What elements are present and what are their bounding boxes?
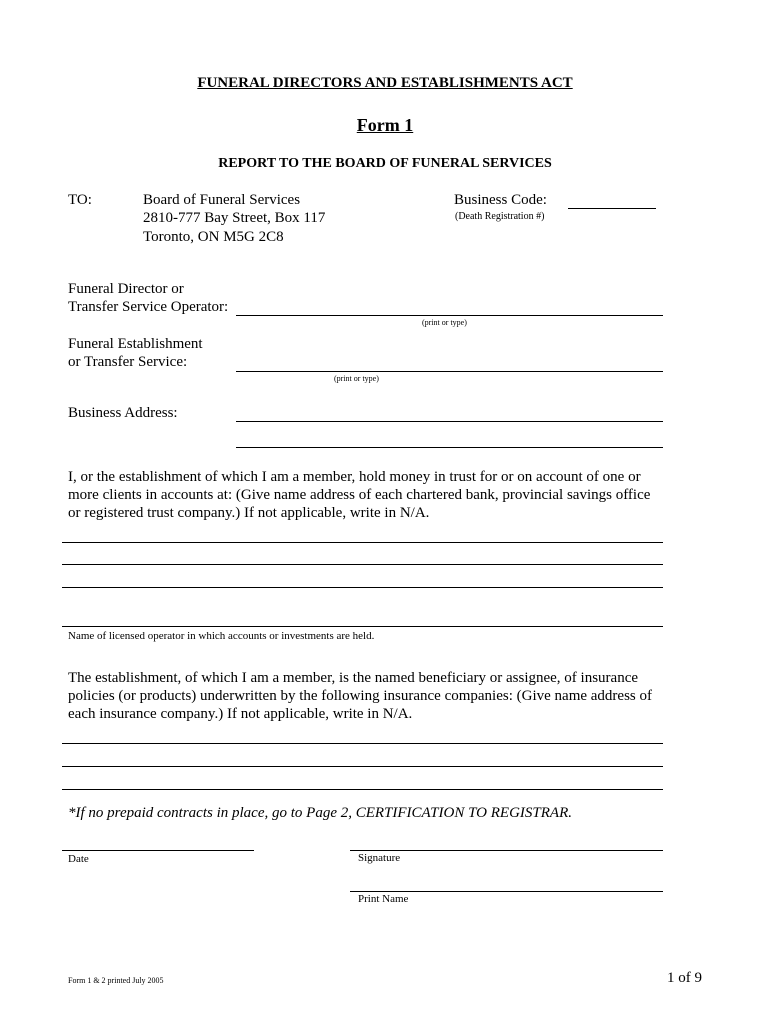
insurance-answer-line[interactable]	[62, 766, 663, 767]
director-field[interactable]	[236, 297, 663, 316]
establishment-label-line1: Funeral Establishment	[68, 336, 203, 352]
address-field-line1[interactable]	[236, 403, 663, 422]
trust-answer-line[interactable]	[62, 564, 663, 565]
trust-text-line1: I, or the establishment of which I am a member, hold money in trust for or on account of one or	[68, 469, 641, 485]
business-code-note: (Death Registration #)	[455, 211, 545, 222]
establishment-label-line2: or Transfer Service:	[68, 354, 188, 370]
signature-line[interactable]	[350, 850, 663, 851]
to-label: TO:	[68, 192, 92, 208]
director-label-line2: Transfer Service Operator:	[68, 299, 229, 315]
act-title: FUNERAL DIRECTORS AND ESTABLISHMENTS ACT	[197, 75, 573, 91]
report-title: REPORT TO THE BOARD OF FUNERAL SERVICES	[218, 156, 552, 171]
print-name-line[interactable]	[350, 891, 663, 892]
insurance-answer-line[interactable]	[62, 789, 663, 790]
business-code-field[interactable]	[568, 190, 656, 209]
recipient-address-line1: 2810-777 Bay Street, Box 117	[143, 210, 326, 226]
trust-answer-line[interactable]	[62, 542, 663, 543]
director-hint: (print or type)	[422, 318, 467, 327]
trust-caption: Name of licensed operator in which accounts or investments are held.	[68, 630, 375, 642]
trust-text-line3: or registered trust company.) If not applicable, write in N/A.	[68, 505, 430, 521]
establishment-field[interactable]	[236, 353, 663, 372]
printed-note: Form 1 & 2 printed July 2005	[68, 976, 164, 985]
insurance-text-line3: each insurance company.) If not applicable, write in N/A.	[68, 706, 413, 722]
address-label: Business Address:	[68, 405, 178, 421]
print-name-label: Print Name	[358, 893, 409, 905]
address-field-line2[interactable]	[236, 429, 663, 448]
trust-answer-line[interactable]	[62, 626, 663, 627]
director-label-line1: Funeral Director or	[68, 281, 184, 297]
insurance-text-line2: policies (or products) underwritten by the following insurance companies: (Give name address of	[68, 688, 652, 704]
recipient-address-line2: Toronto, ON M5G 2C8	[143, 229, 284, 245]
insurance-text-line1: The establishment, of which I am a member, is the named beneficiary or assignee, of insurance	[68, 670, 639, 686]
trust-text-line2: more clients in accounts at: (Give name address of each chartered bank, provincial savings office	[68, 487, 651, 503]
business-code-label: Business Code:	[454, 192, 547, 208]
page-number: 1 of 9	[667, 970, 702, 986]
insurance-answer-line[interactable]	[62, 743, 663, 744]
form-title: Form 1	[356, 115, 414, 135]
prepaid-note: *If no prepaid contracts in place, go to Page 2, CERTIFICATION TO REGISTRAR.	[68, 805, 572, 821]
establishment-hint: (print or type)	[334, 374, 379, 383]
signature-label: Signature	[358, 852, 401, 864]
date-label: Date	[68, 853, 89, 865]
date-line[interactable]	[62, 850, 254, 851]
trust-answer-line[interactable]	[62, 587, 663, 588]
recipient-name: Board of Funeral Services	[143, 192, 301, 208]
